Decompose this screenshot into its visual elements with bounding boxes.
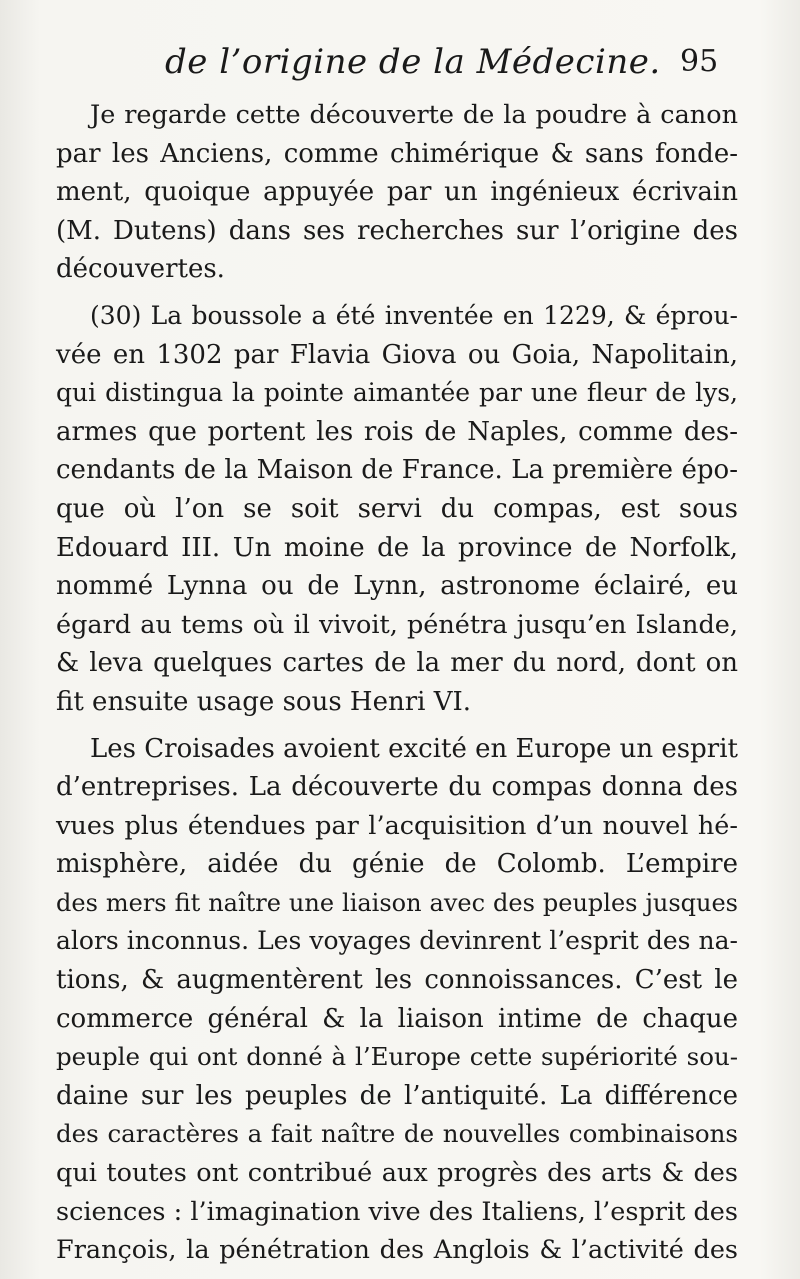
text-line: vée en 1302 par Flavia Giova ou Goia, Napolitain, bbox=[56, 339, 738, 370]
text-line: Edouard III. Un moine de la province de Norfolk, bbox=[56, 532, 738, 563]
text-line: Je regarde cette découverte de la poudre à canon bbox=[90, 100, 738, 130]
body-text bbox=[56, 96, 738, 1270]
page-header bbox=[0, 40, 800, 90]
text-line: nommé Lynna ou de Lynn, astronome éclairé, eu bbox=[56, 571, 738, 602]
text-line: fit ensuite usage sous Henri VI. bbox=[56, 686, 472, 717]
text-line: alors inconnus. Les voyages devinrent l’esprit des na- bbox=[56, 926, 738, 956]
text-line: misphère, aidée du génie de Colomb. L’empire bbox=[56, 849, 738, 880]
text-line: découvertes. bbox=[56, 254, 225, 285]
text-line: égard au tems où il vivoit, pénétra jusqu’en Islande, bbox=[56, 609, 738, 640]
text-line: peuple qui ont donné à l’Europe cette supériorité sou- bbox=[56, 1042, 738, 1072]
text-line: ment, quoique appuyée par un ingénieux écrivain bbox=[56, 177, 738, 208]
text-line: (30) La boussole a été inventée en 1229, & éprou- bbox=[90, 300, 738, 330]
text-line: vues plus étendues par l’acquisition d’un nouvel hé- bbox=[56, 810, 738, 841]
text-line: François, la pénétration des Anglois & l’activité des bbox=[56, 1235, 738, 1266]
text-line: daine sur les peuples de l’antiquité. La différence bbox=[56, 1080, 738, 1111]
text-line: d’entreprises. La découverte du compas donna des bbox=[56, 772, 738, 803]
text-line: qui distingua la pointe aimantée par une fleur de lys, bbox=[56, 378, 738, 408]
text-line: des caractères a fait naître de nouvelles combinaisons bbox=[56, 1119, 738, 1149]
text-line: par les Anciens, comme chimérique & sans fonde- bbox=[56, 138, 738, 169]
text-line: qui toutes ont contribué aux progrès des arts & des bbox=[56, 1158, 738, 1189]
text-line: commerce général & la liaison intime de chaque bbox=[56, 1003, 738, 1034]
text-line: (M. Dutens) dans ses recherches sur l’origine des bbox=[56, 215, 738, 246]
text-line: tions, & augmentèrent les connoissances. C’est le bbox=[56, 965, 738, 996]
text-line: cendants de la Maison de France. La première épo- bbox=[56, 455, 738, 486]
page-number: 95 bbox=[680, 44, 719, 79]
text-line: que où l’on se soit servi du compas, est sous bbox=[56, 493, 738, 524]
running-title: de l’origine de la Médecine. bbox=[165, 42, 661, 82]
text-line: sciences : l’imagination vive des Italiens, l’esprit des bbox=[56, 1196, 738, 1227]
text-line: Les Croisades avoient excité en Europe un esprit bbox=[90, 733, 738, 764]
text-line: armes que portent les rois de Naples, comme des- bbox=[56, 416, 738, 447]
text-line: des mers fit naître une liaison avec des peuples jusques bbox=[56, 888, 738, 917]
text-line: & leva quelques cartes de la mer du nord, dont on bbox=[56, 648, 738, 679]
